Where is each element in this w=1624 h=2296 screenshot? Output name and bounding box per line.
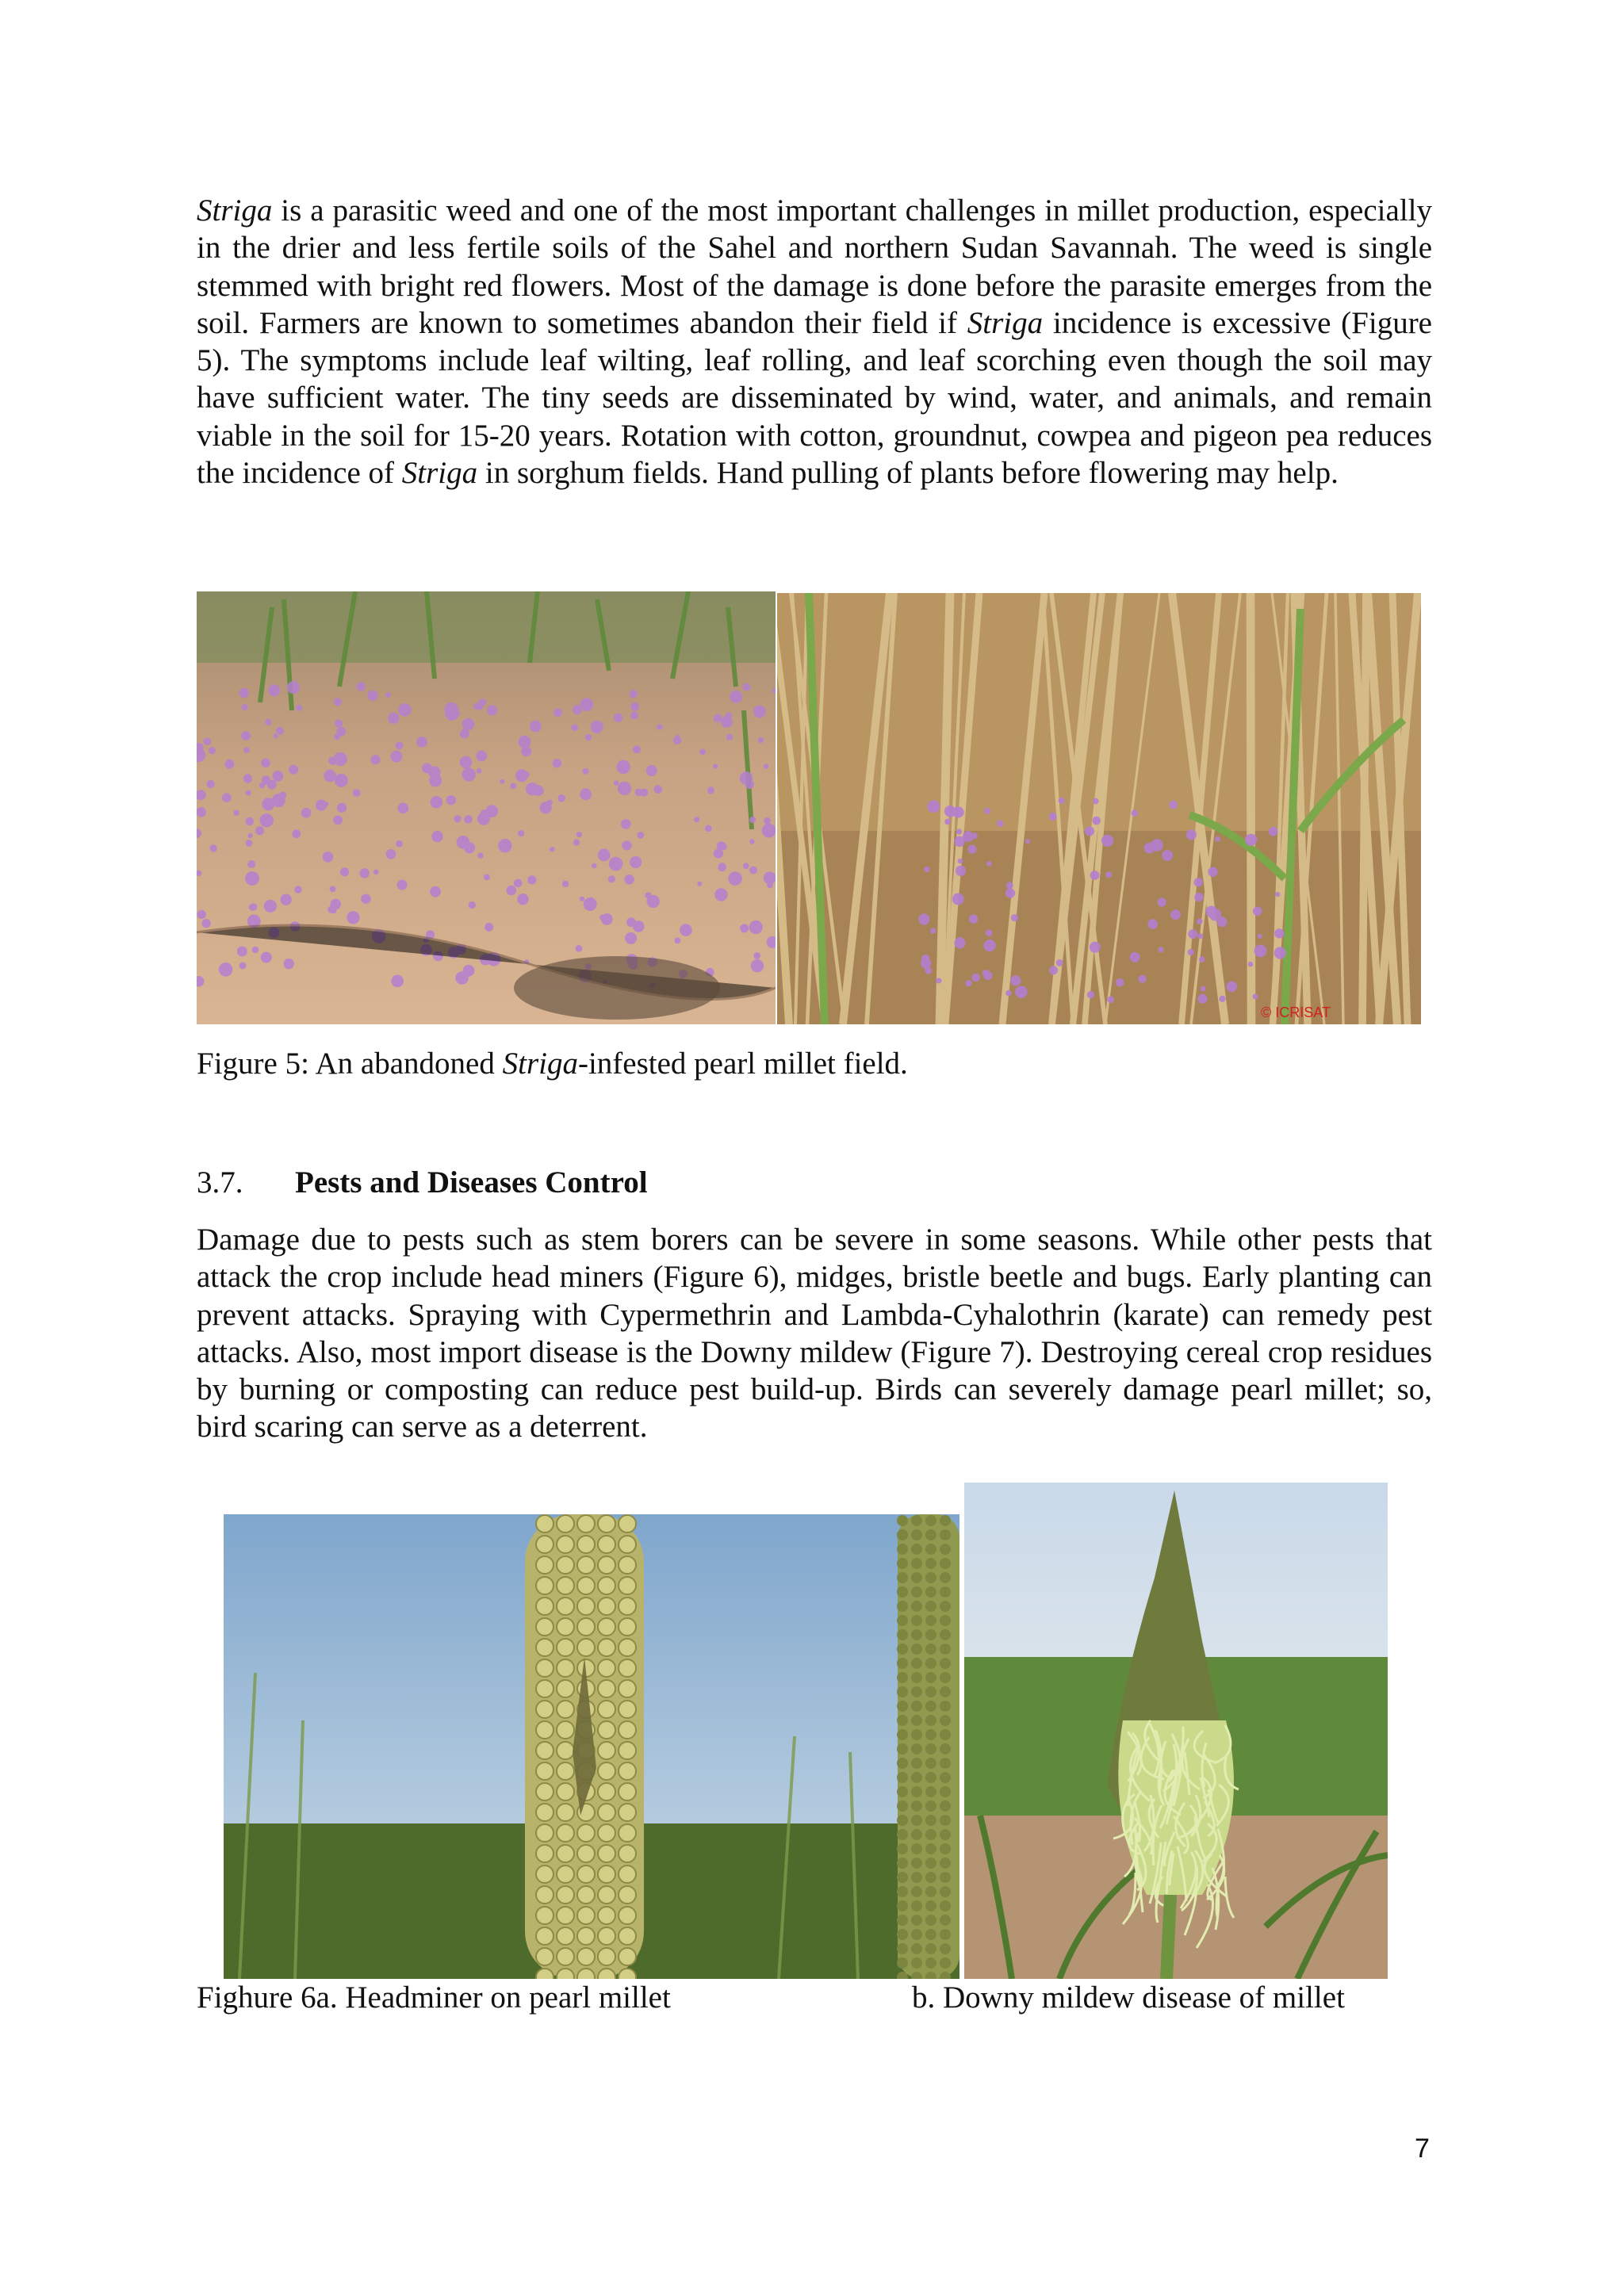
section-heading xyxy=(197,1164,648,1201)
striga-term: Striga xyxy=(401,456,478,491)
figure5-caption xyxy=(197,1045,908,1082)
caption-striga-term: Striga xyxy=(502,1047,578,1081)
paragraph-text: in sorghum fields. Hand pulling of plants before flowering may help. xyxy=(477,456,1339,491)
striga-term: Striga xyxy=(197,193,273,228)
caption-text: -infested pearl millet field. xyxy=(577,1047,908,1081)
section-number: 3.7. xyxy=(197,1165,243,1200)
figure6a-headminer-photo xyxy=(224,1514,959,1979)
figure6a-caption: Fighure 6a. Headminer on pearl millet xyxy=(197,1980,671,2015)
striga-paragraph xyxy=(197,192,1432,492)
svg-text:© ICRISAT: © ICRISAT xyxy=(1261,1004,1331,1020)
striga-term: Striga xyxy=(967,305,1044,340)
figure5-striga-field-photo xyxy=(197,591,776,1024)
section-title: Pests and Diseases Control xyxy=(295,1165,648,1200)
paragraph-text: incidence is excessive (Figure 5). The symptoms include leaf wilting, leaf rolling, and leaf scorching even though the soil may have sufficient water. The tiny seeds are disseminated by wind, water, and animals, and remain viable in the soil for 15-20 years. Rotation with cotton, groundnut, cowpea and pigeon pea reduces the incidence of xyxy=(197,305,1432,491)
paragraph-text: is a parasitic weed and one of the most important challenges in millet production, especially in the drier and less fertile soils of the Sahel and northern Sudan Savannah. The weed is single stemmed with bright red flowers. Most of the damage is done before the parasite emerges from the soil. Farmers are known to sometimes abandon their field if xyxy=(197,193,1432,340)
caption-text: Figure 5: An abandoned xyxy=(197,1047,503,1081)
page-number: 7 xyxy=(1415,2133,1430,2164)
figure5-dry-millet-photo xyxy=(777,593,1421,1024)
figure6b-caption: b. Downy mildew disease of millet xyxy=(912,1980,1345,2015)
pests-paragraph: Damage due to pests such as stem borers can be severe in some seasons. While other pests that attack the crop include head miners (Figure 6), midges, bristle beetle and bugs. Early planting can prevent attacks. Spraying with Cypermethrin and Lambda-Cyhalothrin (karate) can remedy pest attacks. Also, most import disease is the Downy mildew (Figure 7). Destroying cereal crop residues by burning or composting can reduce pest build-up. Birds can severely damage pearl millet; so, bird scaring can serve as a deterrent. xyxy=(197,1223,1432,1445)
figure6b-downy-mildew-photo xyxy=(964,1483,1388,1979)
